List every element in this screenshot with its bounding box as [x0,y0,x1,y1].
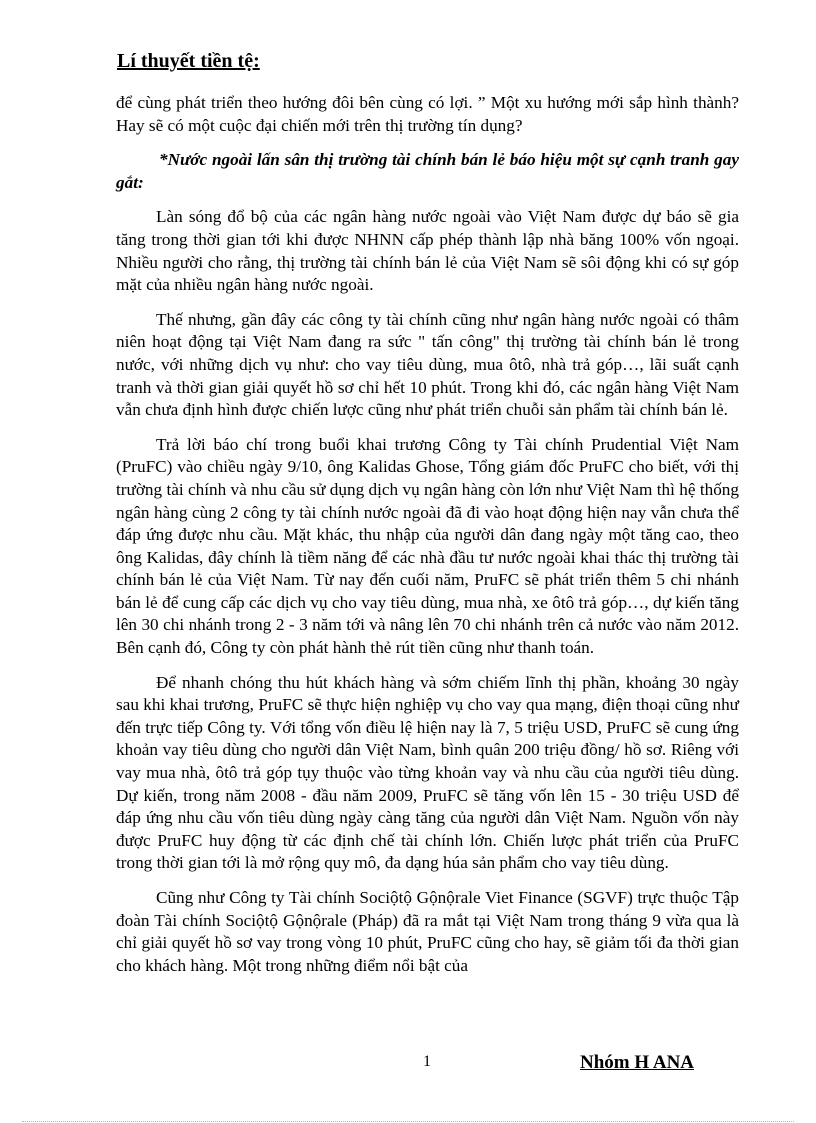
paragraph: Làn sóng đổ bộ của các ngân hàng nước ngoài vào Việt Nam được dự báo sẽ gia tăng trong thời gian tới khi được NHNN cấp phép thành lập nhà băng 100% vốn ngoại. Nhiều người cho rằng, thị trường tài chính bán lẻ của Việt Nam sẽ sôi động khi có sự góp mặt của nhiều ngân hàng nước ngoài. [116,207,739,295]
section-heading: *Nước ngoài lấn sân thị trường tài chính bán lẻ báo hiệu một sự cạnh tranh gay gắt: [116,150,739,192]
paragraph: Thế nhưng, gần đây các công ty tài chính cũng như ngân hàng nước ngoài có thâm niên hoạt động tại Việt Nam đang ra sức " tấn công" thị trường tài chính bán lẻ trong nước, với những dịch vụ như: cho vay tiêu dùng, mua ôtô, nhà trả góp…, lãi suất cạnh tranh và thời gian giải quyết hồ sơ chỉ hết 10 phút. Trong khi đó, các ngân hàng Việt Nam vẫn chưa định hình được chiến lược cũng như phát triển chuỗi sản phẩm tài chính bán lẻ. [116,309,739,420]
document-body [116,92,739,989]
page-title: Lí thuyết tiền tệ: [117,50,260,72]
page-number: 1 [423,1053,431,1070]
paragraph-continuation: để cùng phát triển theo hướng đôi bên cùng có lợi. ” Một xu hướng mới sắp hình thành? Hay sẽ có một cuộc đại chiến mới trên thị trường tín dụng? [116,93,739,135]
paragraph: Trả lời báo chí trong buổi khai trương Công ty Tài chính Prudential Việt Nam (PruFC) vào chiều ngày 9/10, ông Kalidas Ghose, Tổng giám đốc PruFC cho biết, với thị trường tài chính và nhu cầu sử dụng dịch vụ ngân hàng còn lớn như Việt Nam thì hệ thống ngân hàng cùng 2 công ty tài chính nước ngoài đã đi vào hoạt động hiện nay vẫn chưa thể đáp ứng được nhu cầu. Mặt khác, thu nhập của người dân đang ngày một tăng cao, theo ông Kalidas, đây chính là tiềm năng để các nhà đầu tư nước ngoài khai thác thị trường tài chính bán lẻ của Việt Nam. Từ nay đến cuối năm, PruFC sẽ phát triển thêm 5 chi nhánh bán lẻ để cung cấp các dịch vụ cho vay tiêu dùng, mua nhà, xe ôtô trả góp…, dự kiến tăng lên 30 chi nhánh trong 2 - 3 năm tới và nâng lên 70 chi nhánh trên cả nước vào năm 2012. Bên cạnh đó, Công ty còn phát hành thẻ rút tiền cũng như thanh toán. [116,434,739,658]
paragraph: Cũng như Công ty Tài chính Sociộtộ Gộnộrale Viet Finance (SGVF) trực thuộc Tập đoàn Tài chính Sociộtộ Gộnộrale (Pháp) đã ra mắt tại Việt Nam trong tháng 9 vừa qua là chỉ giải quyết hồ sơ vay trong vòng 10 phút, PruFC cũng cho hay, sẽ giảm tối đa thời gian cho khách hàng. Một trong những điểm nổi bật của [116,888,739,975]
footer-group-name: Nhóm H ANA [580,1052,695,1073]
paragraph: Để nhanh chóng thu hút khách hàng và sớm chiếm lĩnh thị phần, khoảng 30 ngày sau khi khai trương, PruFC sẽ thực hiện nghiệp vụ cho vay qua mạng, điện thoại cũng như đến trực tiếp Công ty. Với tổng vốn điều lệ hiện nay là 7, 5 triệu USD, PruFC sẽ cung ứng khoản vay tiêu dùng cho người dân Việt Nam, bình quân 200 triệu đồng/ hồ sơ. Riêng với vay mua nhà, ôtô trả góp tụy thuộc vào từng khoản vay và nhu cầu của người tiêu dùng. Dự kiến, trong năm 2008 - đầu năm 2009, PruFC sẽ tăng vốn lên 15 - 30 triệu USD để đáp ứng nhu cầu vốn tiêu dùng ngày càng tăng của người dân Việt Nam. Nguồn vốn này được PruFC huy động từ các định chế tài chính lớn. Chiến lược phát triển của PruFC trong thời gian tới là mở rộng quy mô, đa dạng húa sản phẩm cho vay tiêu dùng. [116,672,739,873]
page-bottom-divider [22,1121,794,1122]
